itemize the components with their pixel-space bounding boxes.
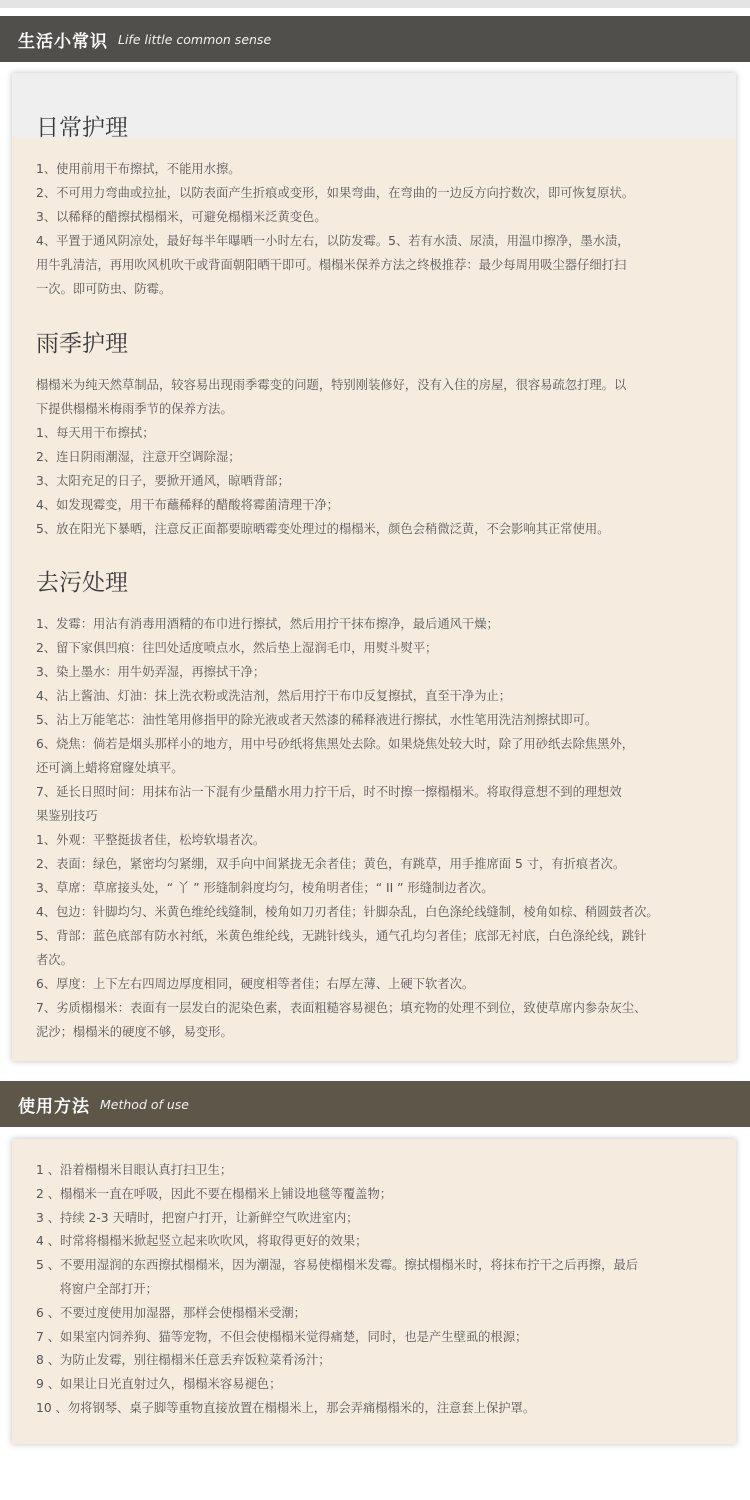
list-item: 4、沾上酱油、灯油：抹上洗衣粉或洗洁剂，然后用拧干布巾反复擦拭，直至干净为止；: [36, 689, 512, 703]
rainy-care-list: [36, 373, 728, 541]
section-title-rainy-care: 雨季护理: [36, 331, 128, 357]
header-subtitle: Life little common sense: [118, 31, 272, 47]
list-item: 5、放在阳光下暴晒，注意反正面都要晾晒霉变处理过的榻榻米，颜色会稍微泛黄，不会影响其正常使用。: [36, 522, 610, 536]
list-item: 2、连日阴雨潮湿，注意开空调除湿；: [36, 450, 241, 464]
list-item: 5、沾上万能笔芯：油性笔用修指甲的除光液或者天然漆的稀释液进行擦拭，水性笔用洗洁剂擦拭即可。: [36, 713, 598, 727]
list-item: 3、草席：草席接头处，“ 丫 ” 形缝制斜度均匀，棱角明者佳；“ II ” 形缝制边者次。: [36, 881, 494, 895]
section-title-daily-care: 日常护理: [36, 115, 128, 141]
list-item: 还可滴上蜡将窟窿处填平。: [36, 761, 184, 775]
list-item: 10 、勿将钢琴、桌子脚等重物直接放置在榻榻米上，那会弄痛榻榻米的，注意套上保护罩。: [36, 1400, 536, 1415]
list-item: 1、使用前用干布擦拭，不能用水擦。: [36, 162, 241, 176]
section-header-method-of-use: [0, 1081, 750, 1127]
list-item: 果鉴别技巧: [36, 809, 98, 823]
list-item: 3 、持续 2-3 天晴时，把窗户打开，让新鲜空气吹进室内；: [36, 1210, 359, 1225]
list-item: 9 、如果让日光直射过久，榻榻米容易褪色；: [36, 1377, 282, 1392]
method-of-use-card: [12, 1139, 736, 1444]
list-item: 3、太阳充足的日子，要掀开通风，晾晒背部；: [36, 474, 290, 488]
list-item: 7、劣质榻榻米：表面有一层发白的泥染色素，表面粗糙容易褪色；填充物的处理不到位，致使草席内参杂灰尘、: [36, 1001, 647, 1015]
list-item: 1、发霉：用沾有消毒用酒精的布巾进行擦拭，然后用拧干抹布擦净，最后通风干燥；: [36, 617, 499, 631]
header-title: 生活小常识: [18, 31, 108, 52]
list-item: 5、背部：蓝色底部有防水衬纸，米黄色维纶线，无跳针线头，通气孔均匀者佳；底部无衬底，白色涤纶线，跳针: [36, 929, 647, 943]
list-item: 4、包边：针脚均匀、米黄色维纶线缝制，棱角如刀刃者佳；针脚杂乱，白色涤纶线缝制，棱角如棕、稍圆鼓者次。: [36, 905, 659, 919]
list-item: 6 、不要过度使用加湿器，那样会使榻榻米受潮；: [36, 1305, 306, 1320]
list-item: 3、染上墨水：用牛奶弄湿，再擦拭干净；: [36, 665, 266, 679]
list-item: 4、如发现霉变，用干布蘸稀释的醋酸将霉菌清理干净；: [36, 498, 339, 512]
list-item: 6、厚度：上下左右四周边厚度相同，硬度相等者佳；右厚左薄、上硬下软者次。: [36, 977, 475, 991]
usage-list: [36, 1159, 728, 1421]
list-item: 泥沙；榻榻米的硬度不够，易变形。: [36, 1025, 233, 1039]
list-item: 1、外观：平整挺拔者佳，松垮软塌者次。: [36, 833, 266, 847]
list-item: 5 、不要用湿润的东西擦拭榻榻米，因为潮湿，容易使榻榻米发霉。擦拭榻榻米时，将抹布拧干之后再擦，最后: [36, 1258, 638, 1273]
list-item: 下提供榻榻米梅雨季节的保养方法。: [36, 402, 233, 416]
list-item: 榻榻米为纯天然草制品，较容易出现雨季霉变的问题，特别刚装修好，没有入住的房屋，很容易疏忽打理。以: [36, 378, 627, 392]
list-item: 4、平置于通风阴凉处，最好每半年曝晒一小时左右，以防发霉。5、若有水渍、尿渍，用温巾擦净，墨水渍，: [36, 234, 630, 248]
list-item: 7 、如果室内饲养狗、猫等宠物，不但会使榻榻米觉得痛楚，同时，也是产生壁虱的根源；: [36, 1329, 528, 1344]
list-item: 7、延长日照时间：用抹布沾一下混有少量醋水用力拧干后，时不时擦一擦榻榻米。将取得意想不到的理想效: [36, 785, 622, 799]
list-item: 2、不可用力弯曲或拉扯，以防表面产生折痕或变形，如果弯曲，在弯曲的一边反方向拧数次，即可恢复原状。: [36, 186, 635, 200]
list-item: 2、留下家俱凹痕：往凹处适度喷点水，然后垫上湿润毛巾，用熨斗熨平；: [36, 641, 438, 655]
list-item: 者次。: [36, 953, 73, 967]
list-item: 8 、为防止发霉，别往榻榻米任意丢弃饭粒菜肴汤汁；: [36, 1353, 331, 1368]
header-title: 使用方法: [18, 1096, 90, 1117]
list-item: 3、以稀释的醋擦拭榻榻米，可避免榻榻米泛黄变色。: [36, 210, 327, 224]
section-title-stain-removal: 去污处理: [36, 570, 128, 596]
top-divider: [0, 0, 750, 8]
list-item: 4 、时常将榻榻米掀起竖立起来吹吹风，将取得更好的效果；: [36, 1234, 368, 1249]
stain-removal-list: [36, 612, 728, 1044]
list-item: 2、表面：绿色，紧密均匀紧绷，双手向中间紧拢无余者佳；黄色，有跳草，用手推席面 5 寸，有折痕者次。: [36, 857, 626, 871]
list-item: 2 、榻榻米一直在呼吸，因此不要在榻榻米上铺设地毯等覆盖物；: [36, 1186, 393, 1201]
daily-care-list: [36, 157, 728, 301]
header-subtitle: Method of use: [100, 1096, 190, 1112]
life-tips-card: [12, 73, 736, 1061]
list-item: 1 、沿着榻榻米目眼认真打扫卫生；: [36, 1163, 233, 1177]
list-item: 一次。即可防虫、防霉。: [36, 282, 172, 296]
list-item: 1、每天用干布擦拭；: [36, 426, 155, 440]
section-header-life-tips: [0, 16, 750, 62]
list-item: 6、烧焦：倘若是烟头那样小的地方，用中号砂纸将焦黑处去除。如果烧焦处较大时，除了用砂纸去除焦黑外，: [36, 737, 635, 751]
list-item: 将窗户全部打开；: [36, 1281, 158, 1296]
list-item: 用牛乳清洁，再用吹风机吹干或背面朝阳晒干即可。榻榻米保养方法之终极推荐：最少每周用吸尘器仔细打扫: [36, 258, 627, 272]
